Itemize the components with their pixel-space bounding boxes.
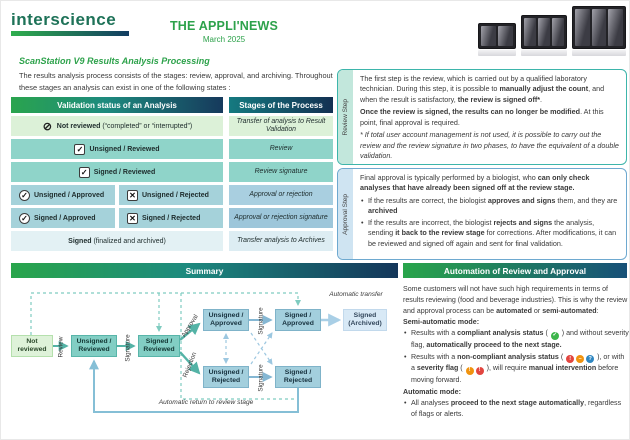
automatic-heading: Automatic mode: bbox=[403, 388, 461, 397]
automation-section-bar: Automation of Review and Approval bbox=[403, 263, 627, 278]
approval-bullet: • If the results are correct, the biologist approves and signs them, and they are archived bbox=[360, 196, 619, 217]
edge-label-review: Review bbox=[57, 336, 65, 358]
table-row-not-reviewed bbox=[11, 116, 223, 136]
approval-bullet: • If the results are incorrect, the biologist rejects and signs the analysis, sending it back to the review stage for corrections. After modifications, it can be reviewed and signed off again and sent for final validation. bbox=[360, 218, 619, 249]
cell-signed-rejected bbox=[119, 208, 223, 228]
approval-step-label: Approval Step bbox=[342, 193, 349, 235]
process-stages-header: Stages of the Process bbox=[229, 97, 333, 113]
diagram-arrows bbox=[1, 281, 401, 440]
cell-unsigned-rejected bbox=[119, 185, 223, 205]
not-reviewed-icon: ⊘ bbox=[42, 120, 52, 133]
reviewed-check-icon: ✓ bbox=[74, 144, 85, 155]
table-row-unsigned-reviewed bbox=[11, 139, 223, 159]
severity-red-icon: ! bbox=[476, 367, 484, 375]
validation-status-table bbox=[11, 97, 223, 251]
signed-rejected-cross-icon: ✕ bbox=[127, 213, 138, 224]
table-row-signed-approved-rejected bbox=[11, 208, 223, 228]
automation-bullet: • Results with a non-compliant analysis status ( ! – ? ), or with a severity flag ( ! ! ), will require manual intervention before moving forward. bbox=[403, 352, 629, 386]
validation-status-header: Validation status of an Analysis bbox=[11, 97, 223, 113]
scanstation-medium-image bbox=[521, 15, 567, 56]
automation-text-column bbox=[403, 284, 629, 421]
logo-underline-bar bbox=[11, 31, 129, 36]
stage-row: Review bbox=[229, 139, 333, 159]
table-row-signed-reviewed bbox=[11, 162, 223, 182]
stage-row: Approval or rejection signature bbox=[229, 208, 333, 228]
summary-section-bar: Summary bbox=[11, 263, 398, 278]
semi-automatic-heading: Semi-automatic mode: bbox=[403, 317, 480, 326]
process-stages-table bbox=[229, 97, 333, 251]
interscience-logo: interscience bbox=[11, 10, 117, 29]
node-unsigned-approved: Unsigned / Approved bbox=[203, 309, 249, 331]
review-footnote: * If total user account management is not used, it is possible to carry out the review and the review signature in two phases, to have the equivalent of a double validation. bbox=[360, 130, 619, 161]
severity-orange-icon: ! bbox=[466, 367, 474, 375]
label-automatic-transfer: Automatic transfer bbox=[329, 291, 383, 298]
node-unsigned-reviewed: Unsigned / Reviewed bbox=[71, 335, 117, 357]
edge-label-approval: Approval bbox=[180, 313, 200, 339]
edge-label-signature: Signature bbox=[257, 364, 265, 392]
edge-label-signature: Signature bbox=[124, 334, 132, 362]
row-label: Unsigned / Reviewed bbox=[89, 145, 160, 153]
compliant-status-icon: ✓ bbox=[552, 331, 558, 338]
node-signed-reviewed: Signed / Reviewed bbox=[138, 335, 180, 357]
approval-step-side-strip bbox=[338, 169, 353, 259]
cell-label: Signed / Rejected bbox=[142, 214, 201, 222]
automation-bullet: • Results with a compliant analysis status ( ✓ ) and without severity flag, automatically proceed to the next stage. bbox=[403, 328, 629, 351]
row-label: Signed / Reviewed bbox=[93, 168, 156, 176]
cell-unsigned-approved bbox=[11, 185, 115, 205]
approval-step-box bbox=[337, 168, 627, 260]
rejected-cross-icon: ✕ bbox=[127, 190, 138, 201]
review-paragraph: The first step is the review, which is carried out by a qualified laboratory technician. During this step, it is possible to manually adjust the count, and when the result is satisfactory, the review is signed off*. bbox=[360, 74, 605, 104]
newsletter-masthead bbox=[149, 19, 299, 44]
cell-label: Unsigned / Approved bbox=[34, 191, 105, 199]
label-automatic-return: Automatic return to review stage bbox=[158, 399, 254, 406]
stage-row: Review signature bbox=[229, 162, 333, 182]
node-unsigned-rejected: Unsigned / Rejected bbox=[203, 366, 249, 388]
node-signed-archived: Signed (Archived) bbox=[343, 309, 387, 331]
review-step-side-strip bbox=[338, 70, 353, 164]
stage-row: Approval or rejection bbox=[229, 185, 333, 205]
edge-label-signature: Signature bbox=[257, 307, 265, 335]
newsletter-date: March 2025 bbox=[202, 35, 246, 44]
node-signed-rejected: Signed / Rejected bbox=[275, 366, 321, 388]
review-step-content bbox=[353, 70, 626, 164]
approval-paragraph: Final approval is typically performed by a biologist, who can only check analyses that have already been signed off at the review stage. bbox=[360, 173, 590, 193]
scanstation-small-image bbox=[478, 23, 516, 56]
table-row-unsigned-approved-rejected bbox=[11, 185, 223, 205]
review-step-box bbox=[337, 69, 627, 165]
automation-intro: Some customers will not have such high requirements in terms of results reviewing (food and beverage industries). This is why the review and approval process can be automated or semi-automated: bbox=[403, 285, 628, 315]
signed-approved-circle-check-icon: ✓ bbox=[19, 213, 30, 224]
node-signed-approved: Signed / Approved bbox=[275, 309, 321, 331]
scanstation-product-images bbox=[478, 6, 626, 56]
article-title: ScanStation V9 Results Analysis Processing bbox=[19, 56, 210, 66]
edge-label-rejection: Rejection bbox=[181, 351, 199, 379]
approval-step-content bbox=[353, 169, 626, 259]
automation-bullet: • All analyses proceed to the next stage automatically, regardless of flags or alerts. bbox=[403, 398, 629, 420]
table-row-signed-archived bbox=[11, 231, 223, 251]
noncompliant-red-icon: ! bbox=[566, 355, 574, 363]
row-label: Not reviewed (“completed” or “interrupted”) bbox=[56, 122, 193, 130]
cell-label: Unsigned / Rejected bbox=[142, 191, 209, 199]
approved-circle-check-icon: ✓ bbox=[19, 190, 30, 201]
review-step-label: Review Step bbox=[342, 98, 349, 136]
scanstation-large-image bbox=[572, 6, 626, 56]
review-paragraph: Once the review is signed, the results can no longer be modified. At this point, final approval is required. bbox=[360, 107, 604, 127]
noncompliant-orange-icon: – bbox=[576, 355, 584, 363]
row-label: Signed (finalized and archived) bbox=[68, 237, 166, 245]
newsletter-title: THE APPLI'NEWS bbox=[169, 19, 279, 33]
noncompliant-blue-icon: ? bbox=[586, 355, 594, 363]
stage-row: Transfer analysis to Archives bbox=[229, 231, 333, 251]
node-not-reviewed: Not reviewed bbox=[11, 335, 53, 357]
cell-signed-approved bbox=[11, 208, 115, 228]
article-intro: The results analysis process consists of the stages: review, approval, and archiving. Throughout these stages an analysis can exist in one of the following states : bbox=[19, 71, 333, 92]
signed-check-icon: ✓ bbox=[79, 167, 90, 178]
stage-row: Transfer of analysis to Result Validation bbox=[229, 116, 333, 136]
cell-label: Signed / Approved bbox=[34, 214, 96, 222]
summary-flow-diagram bbox=[1, 281, 401, 440]
